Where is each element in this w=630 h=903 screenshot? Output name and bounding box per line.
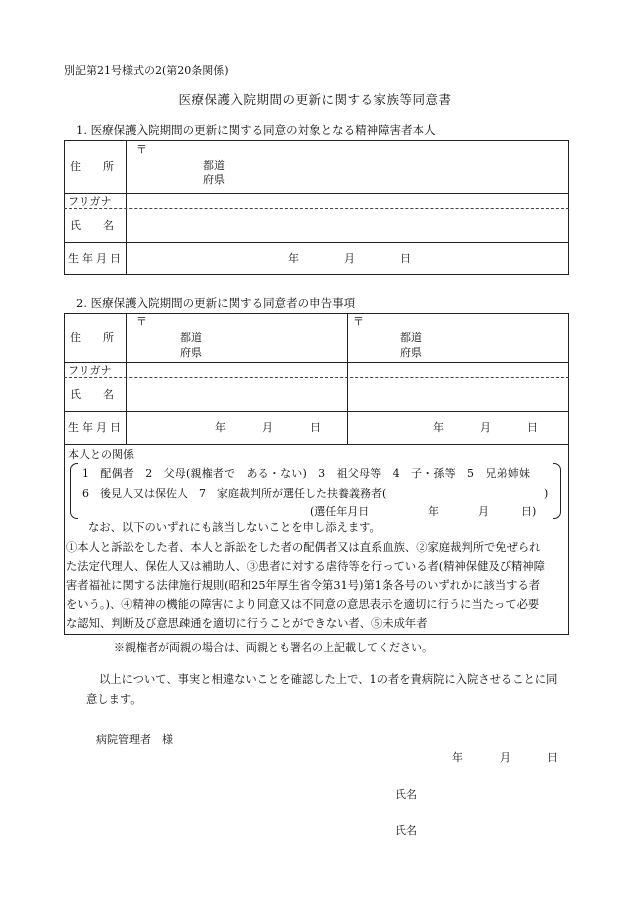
section2-row-divider <box>64 444 569 445</box>
relationship-paren-close: ) <box>544 487 549 500</box>
year-label: 年 <box>215 421 226 434</box>
section2-heading: 2. 医療保護入院期間の更新に関する同意者の申告事項 <box>76 296 356 310</box>
declaration-text: なお、以下のいずれにも該当しないことを申し添えます。 <box>88 521 381 534</box>
section1-furigana-divider <box>64 208 569 209</box>
day-label: 日 <box>310 421 321 434</box>
year-label: 年 <box>433 421 444 434</box>
section1-row-divider <box>64 193 569 194</box>
consenter1-name-field[interactable] <box>130 380 344 409</box>
relationship-heading: 本人との関係 <box>68 448 134 461</box>
patient-address-field[interactable] <box>130 147 566 191</box>
appointment-date-close: 日) <box>521 505 537 518</box>
consenter2-birthdate-field[interactable] <box>351 414 566 442</box>
name-label: 氏 名 <box>70 388 114 401</box>
condition-line: ①本人と訴訟をした者、本人と訴訟をした者の配偶者又は直系血族、②家庭裁判所で免ぜられ <box>66 541 541 554</box>
signature-name-label: 氏名 <box>395 788 417 801</box>
year-label: 年 <box>428 505 439 518</box>
prefecture-label: 都道 <box>180 331 202 344</box>
postal-mark: 〒 <box>136 143 147 156</box>
condition-line: 害者福祉に関する法律施行規則(昭和25年厚生省令第31号)第1条各号のいずれかに該当する者 <box>66 579 541 592</box>
address-label: 住 所 <box>70 160 114 173</box>
prefecture-label: 都道 <box>203 159 225 172</box>
birthdate-label: 生年月日 <box>68 252 124 265</box>
form-number: 別記第21号様式の2(第20条関係) <box>64 64 229 77</box>
month-label: 月 <box>500 751 511 764</box>
section2-row-divider <box>64 362 569 363</box>
bracket-right <box>553 463 561 519</box>
month-label: 月 <box>478 505 489 518</box>
section2-furigana-divider <box>64 377 569 378</box>
month-label: 月 <box>262 421 273 434</box>
consenter2-name-field[interactable] <box>351 380 566 409</box>
condition-line: た法定代理人、保佐人又は補助人、③患者に対する虐待等を行っている者(精神保健及び精神障 <box>66 560 545 573</box>
signature1-field[interactable] <box>425 784 565 804</box>
signature-name-label: 氏名 <box>395 824 417 837</box>
section2-row-divider <box>64 411 569 412</box>
postal-mark: 〒 <box>353 315 364 328</box>
prefecture-label: 府県 <box>180 346 202 359</box>
relationship-options-line2: 6 後見人又は保佐人 7 家庭裁判所が選任した扶養義務者( <box>82 487 387 500</box>
consenter1-birthdate-field[interactable] <box>130 414 344 442</box>
condition-line: をいう。)、④精神の機能の障害により同意又は不同意の意思表示を適切に行うに当たって必要 <box>66 598 540 611</box>
prefecture-label: 都道 <box>400 331 422 344</box>
section1-row-divider <box>64 242 569 243</box>
section2-person-divider <box>347 313 348 444</box>
relationship-options-line1: 1 配偶者 2 父母(親権者で ある・ない) 3 祖父母等 4 子・孫等 5 兄弟姉妹 <box>82 467 531 480</box>
year-label: 年 <box>288 252 299 265</box>
prefecture-label: 府県 <box>203 173 225 186</box>
consenter2-address-field[interactable] <box>351 318 566 360</box>
patient-furigana-field[interactable] <box>130 195 566 207</box>
name-label: 氏 名 <box>70 219 114 232</box>
day-label: 日 <box>547 751 558 764</box>
consent-statement-line2: 意します。 <box>86 693 142 706</box>
parental-note: ※親権者が両親の場合は、両親とも署名の上記載してください。 <box>114 641 433 654</box>
birthdate-label: 生年月日 <box>68 421 124 434</box>
signature-date-field[interactable] <box>420 748 560 766</box>
appointment-date-label: (選任年月日 <box>310 505 370 518</box>
consent-statement-line1: 以上について、事実と相違ないことを確認した上で、1の者を貴病院に入院させることに同 <box>99 673 558 686</box>
address-label: 住 所 <box>70 331 114 344</box>
condition-line: な認知、判断及び意思疎通を適切に行うことができない者、⑤未成年者 <box>66 617 428 630</box>
addressee: 病院管理者 様 <box>96 733 173 746</box>
year-label: 年 <box>452 751 463 764</box>
guardian-name-field[interactable] <box>404 485 540 501</box>
patient-name-field[interactable] <box>130 211 566 240</box>
consenter1-furigana-field[interactable] <box>130 364 344 376</box>
section1-heading: 1. 医療保護入院期間の更新に関する同意の対象となる精神障害者本人 <box>76 123 436 137</box>
patient-birthdate-field[interactable] <box>130 245 566 273</box>
prefecture-label: 府県 <box>400 346 422 359</box>
furigana-label: フリガナ <box>68 195 112 208</box>
furigana-label: フリガナ <box>68 364 112 377</box>
signature2-field[interactable] <box>425 820 565 840</box>
postal-mark: 〒 <box>136 315 147 328</box>
consenter2-furigana-field[interactable] <box>351 364 566 376</box>
bracket-left <box>70 463 78 519</box>
day-label: 日 <box>527 421 538 434</box>
month-label: 月 <box>344 252 355 265</box>
day-label: 日 <box>400 252 411 265</box>
month-label: 月 <box>480 421 491 434</box>
consenter1-address-field[interactable] <box>130 318 344 360</box>
document-title: 医療保護入院期間の更新に関する家族等同意書 <box>178 92 452 107</box>
section2-label-column-divider <box>126 313 127 444</box>
